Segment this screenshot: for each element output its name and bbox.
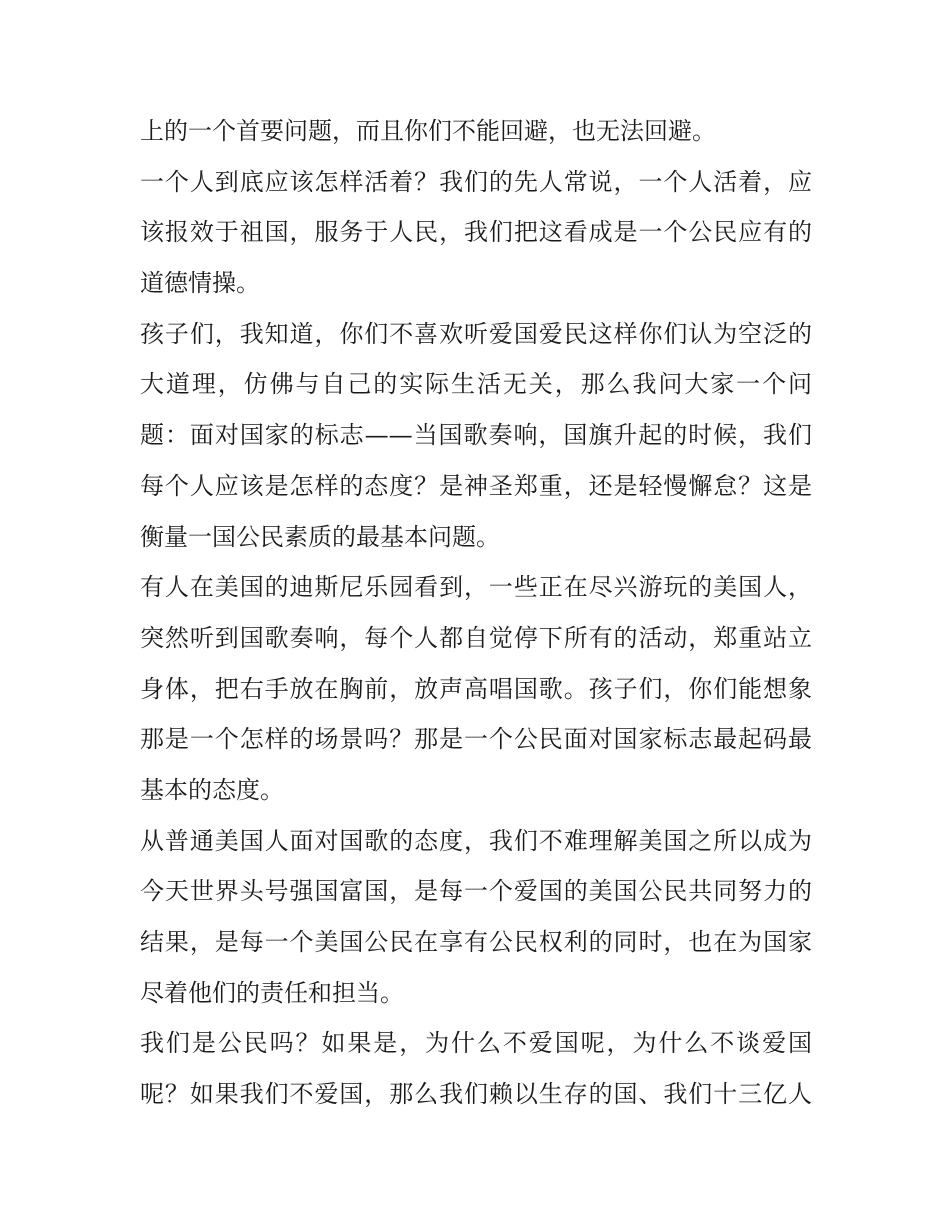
text-line: 突然听到国歌奏响，每个人都自觉停下所有的活动，郑重站立: [140, 623, 812, 652]
text-line: 尽着他们的责任和担当。: [140, 978, 404, 1007]
text-line: 每个人应该是怎样的态度？是神圣郑重，还是轻慢懈怠？这是: [140, 471, 812, 500]
body-text: [140, 106, 812, 1120]
text-line: 道德情操。: [140, 269, 260, 298]
text-line: 有人在美国的迪斯尼乐园看到，一些正在尽兴游玩的美国人，: [140, 573, 812, 602]
text-line: 呢？如果我们不爱国，那么我们赖以生存的国、我们十三亿人: [140, 1080, 812, 1109]
text-line: 基本的态度。: [140, 775, 284, 804]
text-line: 一个人到底应该怎样活着？我们的先人常说，一个人活着，应: [140, 167, 812, 196]
text-line: 今天世界头号强国富国，是每一个爱国的美国公民共同努力的: [140, 877, 812, 906]
text-line: 我们是公民吗？如果是，为什么不爱国呢，为什么不谈爱国: [140, 1029, 812, 1058]
text-line: 结果，是每一个美国公民在享有公民权利的同时，也在为国家: [140, 928, 812, 956]
text-line: 该报效于祖国，服务于人民，我们把这看成是一个公民应有的: [140, 218, 812, 247]
text-line: 大道理，仿佛与自己的实际生活无关，那么我问大家一个问: [140, 370, 812, 399]
text-line: 从普通美国人面对国歌的态度，我们不难理解美国之所以成为: [140, 826, 812, 855]
text-line: 题：面对国家的标志——当国歌奏响，国旗升起的时候，我们: [140, 421, 812, 450]
text-line: 身体，把右手放在胸前，放声高唱国歌。孩子们，你们能想象: [140, 674, 812, 703]
text-line: 上的一个首要问题，而且你们不能回避，也无法回避。: [140, 117, 716, 145]
text-line: 衡量一国公民素质的最基本问题。: [140, 522, 500, 551]
text-line: 那是一个怎样的场景吗？那是一个公民面对国家标志最起码最: [140, 725, 812, 754]
text-line: 孩子们，我知道，你们不喜欢听爱国爱民这样你们认为空泛的: [140, 319, 812, 348]
